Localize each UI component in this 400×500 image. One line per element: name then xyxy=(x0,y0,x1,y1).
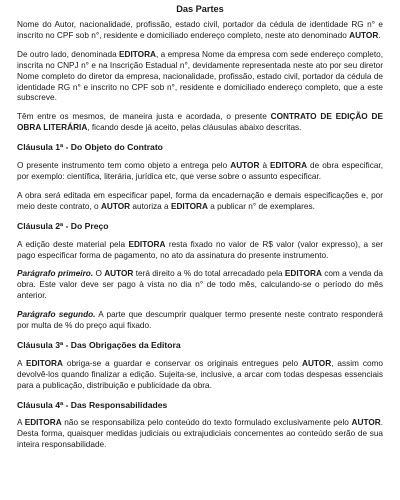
party-name: EDITORA xyxy=(25,358,63,368)
paragraph-text: à xyxy=(259,161,271,171)
paragraph xyxy=(17,191,383,213)
paragraph-text: autoriza a xyxy=(130,201,171,211)
paragraph-text: , ficando desde já aceito, pelas cláusulas abaixo descritas. xyxy=(87,123,302,133)
paragraph-text: A edição deste material pela xyxy=(17,239,129,249)
paragraph xyxy=(17,161,383,183)
clause-heading: Cláusula 4ª - Das Responsabilidades xyxy=(17,399,168,410)
document-title: Das Partes xyxy=(176,4,224,14)
paragraph xyxy=(17,310,383,332)
paragraph-text: . Desta forma, quaisquer medidas judiciais ou extrajudiciais concernentes ao conteúdo serão de sua inteira responsabilidade. xyxy=(17,418,384,450)
paragraph-text: obriga-se a guardar e conservar os originais entregues pelo xyxy=(62,358,302,368)
paragraph-text: Nome do Autor, nacionalidade, profissão, estado civil, portador da cédula de identidade RG n° e inscrito no CPF sob n°, residente e domiciliado endereço completo, neste ato denominado xyxy=(17,20,383,40)
paragraph-text: terá direito a % do total arrecadado pela xyxy=(133,269,285,279)
clause-heading: Cláusula 2ª - Do Preço xyxy=(17,220,109,231)
party-name: AUTOR xyxy=(302,358,332,368)
party-name: AUTOR xyxy=(100,201,131,211)
paragraph-text: Têm entre os mesmos, de maneira justa e acordada, o presente xyxy=(17,112,271,122)
party-name: AUTOR xyxy=(351,418,381,428)
clause-heading: Cláusula 3ª - Das Obrigações da Editora xyxy=(17,339,181,350)
paragraph xyxy=(17,418,383,451)
paragraph xyxy=(17,269,383,302)
clause-heading: Cláusula 1ª - Do Objeto do Contrato xyxy=(17,142,163,153)
paragraph-text: não se responsabiliza pelo conteúdo do texto formulado exclusivamente pelo xyxy=(61,418,352,428)
party-name: AUTOR xyxy=(104,269,134,279)
party-name: EDITORA xyxy=(119,49,157,59)
paragraph-text: De outro lado, denominada xyxy=(17,49,120,59)
party-name: EDITORA xyxy=(128,239,166,249)
party-name: EDITORA xyxy=(170,201,208,211)
party-name: AUTOR xyxy=(230,161,260,171)
paragraph-text: A obra será editada em especificar papel, forma da encadernação e demais especificações e, por meio deste contrato, o xyxy=(17,190,383,211)
paragraph xyxy=(17,240,383,262)
party-name: EDITORA xyxy=(24,418,62,428)
paragraph-text: , a empresa Nome da empresa com sede endereço completo, inscrita no CNPJ n° e na Inscrição Estadual n°, devidamente representada neste ato por seu diretor Nome completo do diretor da empresa, nacionalidade, profissão, estado civil, portador da cédula de identidade RG n° e inscrito no CPF sob n°, residente e domiciliado endereço completo, que a este subscreve. xyxy=(17,49,383,103)
paragraph-label: Parágrafo primeiro. xyxy=(17,269,94,279)
paragraph xyxy=(17,359,383,392)
paragraph-text: a publicar n° de exemplares. xyxy=(207,201,315,211)
paragraph-text: . xyxy=(378,30,381,40)
paragraph-text: A parte que descumprir qualquer termo presente neste contrato responderá por multa de % do preço aqui fixado. xyxy=(17,310,383,331)
paragraph-text: O xyxy=(93,269,105,279)
paragraph-label: Parágrafo segundo. xyxy=(17,310,96,320)
party-name: AUTOR xyxy=(349,30,379,40)
document-body xyxy=(17,20,383,451)
party-name: EDITORA xyxy=(284,269,322,279)
paragraph xyxy=(17,112,383,134)
party-name: EDITORA xyxy=(270,161,308,171)
paragraph-text: , assim como devolvê-los quando finalizar a edição. Sujeita-se, inclusive, a arcar com todas despesas essenciais para a publicação, distribuição e publicidade da obra. xyxy=(17,358,384,390)
party-name: CONTRATO DE EDIÇÃO DE OBRA LITERÁRIA xyxy=(17,112,383,133)
paragraph-text: com a venda da obra. Este valor deve ser pago à vista no dia n° de todo mês, calculando-se o período do mês anterior. xyxy=(17,269,383,301)
paragraph-text: de obra especificar, por exemplo: científica, literária, jurídica etc, que verse sobre o assunto especificar. xyxy=(17,161,384,181)
paragraph-text: A xyxy=(17,358,26,368)
paragraph xyxy=(17,20,383,42)
paragraph-text: resta fixado no valor de R$ valor (valor expresso), a ser pago especificar forma de pagamento, no ato da assinatura do presente instrumento. xyxy=(17,239,383,260)
paragraph-text: A xyxy=(17,418,25,428)
paragraph-text: O presente instrumento tem como objeto a entrega pelo xyxy=(17,161,231,171)
paragraph xyxy=(17,50,383,105)
